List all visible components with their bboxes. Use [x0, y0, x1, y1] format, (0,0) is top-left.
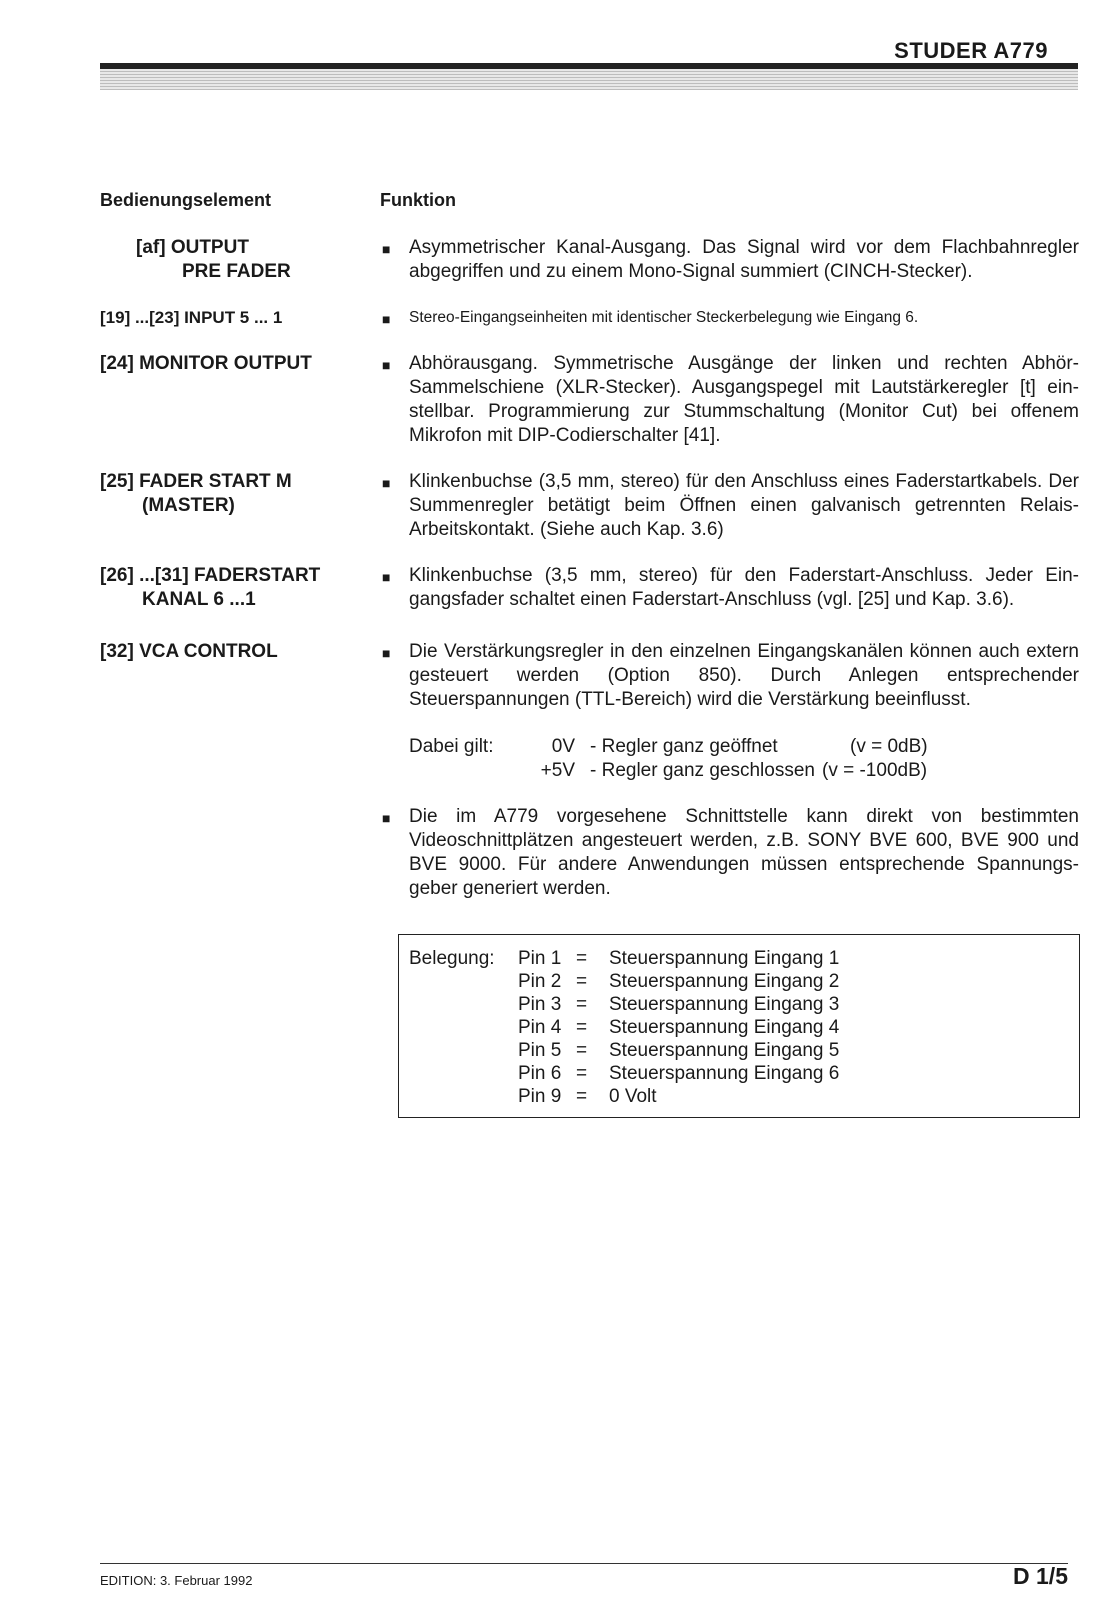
- dabei-value: (v = -100dB): [822, 760, 928, 781]
- dabei-label: Dabei gilt:: [409, 736, 494, 757]
- pin-description: 0 Volt: [609, 1086, 657, 1107]
- entry-label: [19] ...[23] INPUT 5 ... 1: [100, 308, 283, 327]
- dabei-voltage: +5V: [540, 760, 575, 781]
- entry-label-cont: (MASTER): [142, 495, 235, 516]
- pin-number: Pin 2: [518, 971, 562, 992]
- pin-description: Steuerspannung Eingang 6: [609, 1063, 840, 1084]
- dabei-voltage: 0V: [551, 736, 575, 757]
- bullet-icon: ■: [382, 475, 391, 491]
- entry-label: [24] MONITOR OUTPUT: [100, 353, 312, 374]
- column-heading-element: Bedienungselement: [100, 190, 272, 210]
- pin-equals: =: [576, 948, 588, 969]
- pin-number: Pin 5: [518, 1040, 562, 1061]
- column-heading-function: Funktion: [380, 190, 456, 210]
- entry-label: [26] ...[31] FADERSTART: [100, 565, 321, 586]
- entry-text: Klinkenbuchse (3,5 mm, stereo) für den Anschluss eines Faderstartkabels. Der Summenregler betätigt beim Öffnen einen galvanisch getrennten Relais-Arbeitskontakt. (Siehe auch Kap. 3.6): [409, 471, 1079, 540]
- dabei-value: (v = 0dB): [850, 736, 928, 757]
- document-title: STUDER A779: [894, 38, 1048, 63]
- pin-equals: =: [576, 994, 588, 1015]
- pinout-box: [398, 934, 1080, 1118]
- pin-description: Steuerspannung Eingang 5: [609, 1040, 840, 1061]
- dabei-description: - Regler ganz geschlossen: [590, 760, 815, 781]
- entry-label: [32] VCA CONTROL: [100, 641, 278, 662]
- pin-equals: =: [576, 971, 588, 992]
- pin-description: Steuerspannung Eingang 4: [609, 1017, 840, 1038]
- pin-equals: =: [576, 1086, 588, 1107]
- interface-text: Die im A779 vorgesehene Schnittstelle kann direkt von bestimmten Videoschnittplätzen angesteuert werden, z.B. SONY BVE 600, BVE 900 und BVE 9000. Für andere Anwendungen müssen entsprechende Spannungs-geber generiert werden.: [409, 806, 1079, 899]
- pin-description: Steuerspannung Eingang 3: [609, 994, 840, 1015]
- entry-label-cont: KANAL 6 ...1: [142, 589, 256, 610]
- pin-description: Steuerspannung Eingang 2: [609, 971, 840, 992]
- pin-number: Pin 4: [518, 1017, 562, 1038]
- bullet-icon: ■: [382, 569, 391, 585]
- entry-text: Stereo-Eingangseinheiten mit identischer Steckerbelegung wie Eingang 6.: [409, 309, 919, 326]
- entry-text: Asymmetrischer Kanal-Ausgang. Das Signal wird vor dem Flachbahnregler abgegriffen und zu einem Mono-Signal summiert (CINCH-Stecker).: [409, 237, 1079, 282]
- entry-text: Abhörausgang. Symmetrische Ausgänge der linken und rechten Abhör-Sammelschiene (XLR-Stecker). Ausgangspegel mit Lautstärkeregler [t] ein-stellbar. Programmierung zur Stummschaltung (Monitor Cut) bei offenem Mikrofon mit DIP-Codierschalter [41].: [409, 353, 1079, 446]
- pin-number: Pin 6: [518, 1063, 562, 1084]
- pinout-label: Belegung:: [409, 948, 495, 969]
- entry-text: Die Verstärkungsregler in den einzelnen Eingangskanälen können auch extern gesteuert werden (Option 850). Durch Anlegen entsprechender Steuerspannungen (TTL-Bereich) wird die Verstärkung beeinflusst.: [409, 641, 1079, 710]
- dabei-description: - Regler ganz geöffnet: [590, 736, 778, 757]
- bullet-icon: ■: [382, 241, 391, 257]
- bullet-icon: ■: [382, 357, 391, 373]
- pin-number: Pin 9: [518, 1086, 562, 1107]
- edition-date: EDITION: 3. Februar 1992: [100, 1573, 253, 1588]
- pin-equals: =: [576, 1017, 588, 1038]
- bullet-icon: ■: [382, 645, 391, 661]
- entry-label: [25] FADER START M: [100, 471, 292, 492]
- pin-equals: =: [576, 1040, 588, 1061]
- pin-number: Pin 1: [518, 948, 562, 969]
- footer-rule: [100, 1563, 1068, 1564]
- pin-description: Steuerspannung Eingang 1: [609, 948, 840, 969]
- pin-number: Pin 3: [518, 994, 562, 1015]
- header-bar: [100, 63, 1078, 90]
- bullet-icon: ■: [382, 311, 391, 327]
- entry-text: Klinkenbuchse (3,5 mm, stereo) für den Faderstart-Anschluss. Jeder Ein-gangsfader schaltet einen Faderstart-Anschluss (vgl. [25] und Kap. 3.6).: [409, 565, 1079, 610]
- page-number: D 1/5: [1013, 1563, 1068, 1589]
- entry-label: [af] OUTPUT: [136, 237, 249, 258]
- entry-label-cont: PRE FADER: [182, 261, 291, 282]
- pin-equals: =: [576, 1063, 588, 1084]
- bullet-icon: ■: [382, 810, 391, 826]
